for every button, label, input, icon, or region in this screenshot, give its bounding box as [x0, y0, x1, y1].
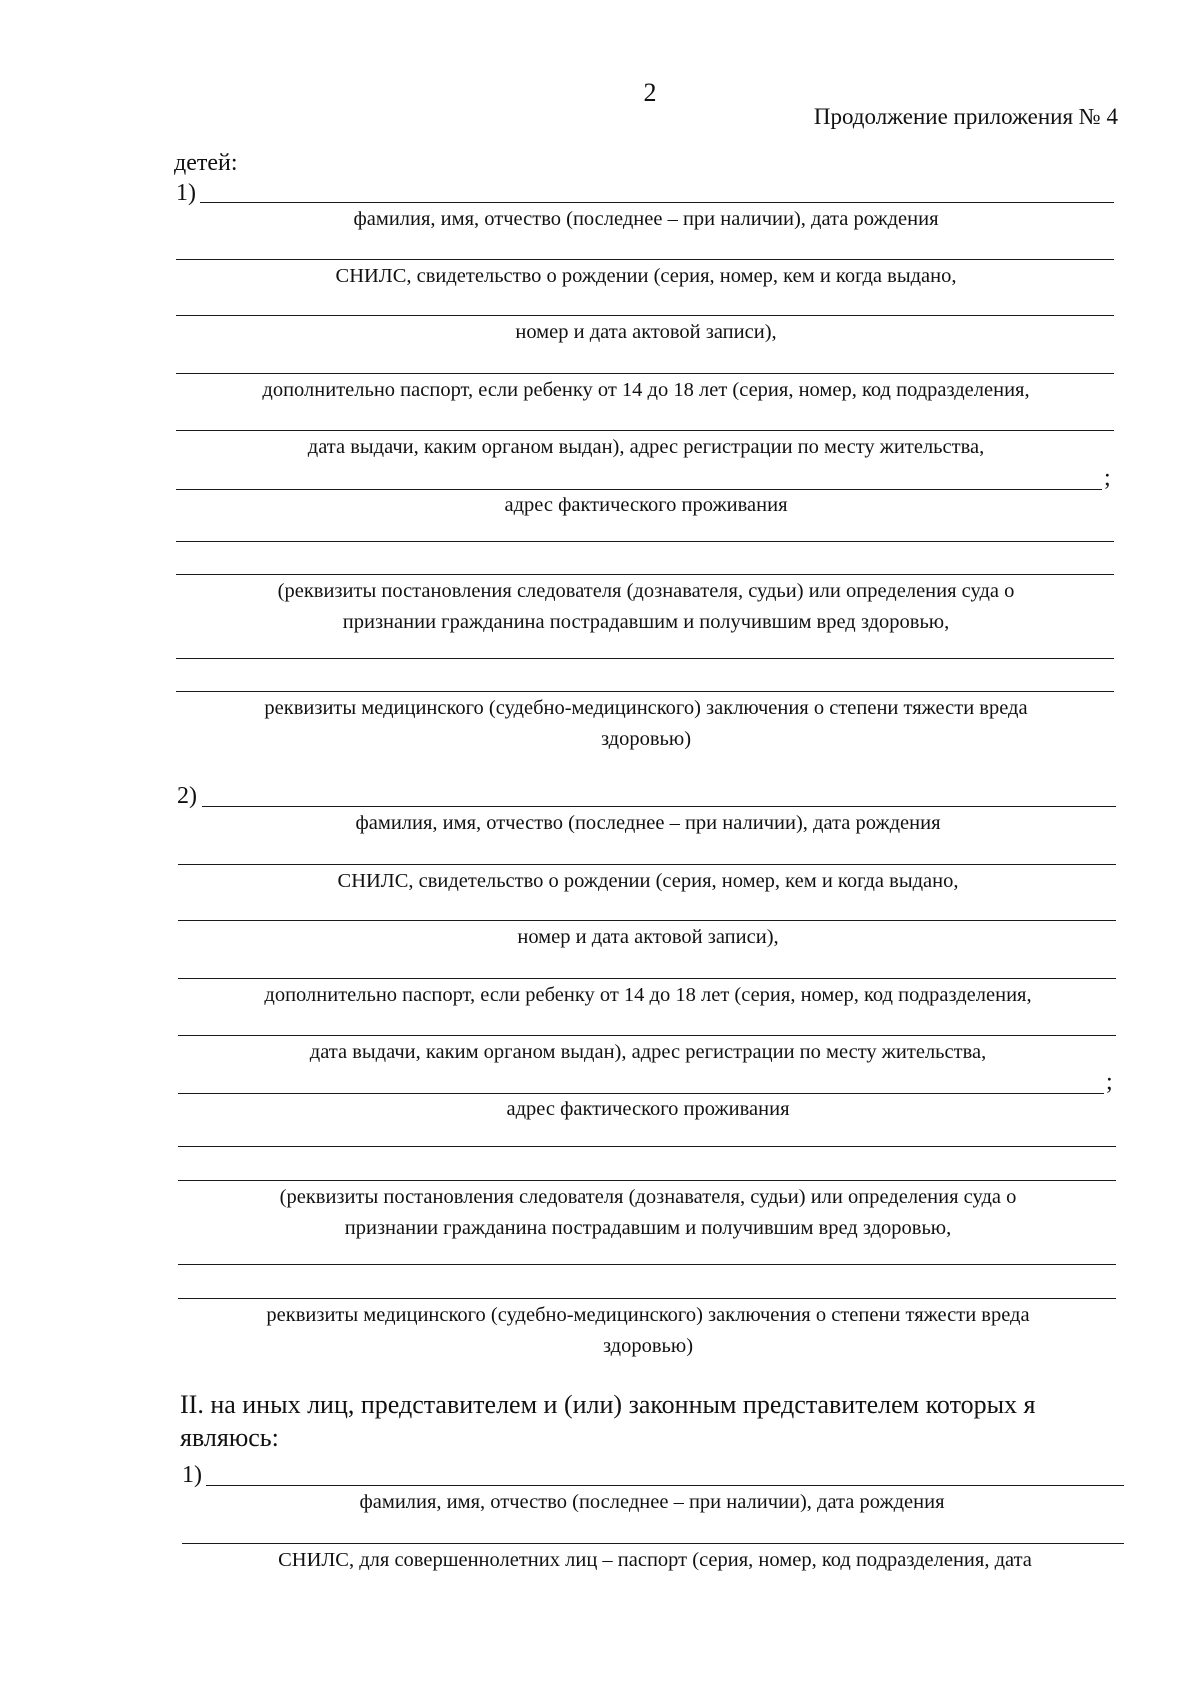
fill-line[interactable]: [178, 920, 1116, 921]
caption-resolution: (реквизиты постановления следователя (дознавателя, судьи) или определения суда о: [277, 580, 1015, 602]
fill-line[interactable]: [176, 315, 1114, 316]
fill-line[interactable]: [176, 259, 1114, 260]
caption-snils: СНИЛС, свидетельство о рождении (серия, номер, кем и когда выдано,: [337, 870, 959, 892]
fill-line[interactable]: [182, 1543, 1124, 1544]
fill-line[interactable]: [176, 574, 1114, 575]
fill-line[interactable]: [178, 1146, 1116, 1147]
caption-record: номер и дата актовой записи),: [515, 321, 777, 343]
caption-full-name: фамилия, имя, отчество (последнее – при наличии), дата рождения: [359, 1491, 945, 1513]
caption-passport: дополнительно паспорт, если ребенку от 14 до 18 лет (серия, номер, код подразделения,: [262, 379, 1030, 401]
section-2-heading-cont: являюсь:: [180, 1423, 279, 1452]
person-number: 1): [182, 1462, 202, 1488]
caption-actual-address: адрес фактического проживания: [504, 494, 788, 516]
caption-resolution: (реквизиты постановления следователя (дознавателя, судьи) или определения суда о: [279, 1186, 1017, 1208]
child-number: 2): [177, 783, 197, 809]
caption-registration: дата выдачи, каким органом выдан), адрес регистрации по месту жительства,: [309, 1041, 987, 1063]
line-end-semicolon: ;: [1104, 465, 1111, 491]
fill-line[interactable]: [202, 806, 1116, 807]
caption-medical: реквизиты медицинского (судебно-медицинского) заключения о степени тяжести вреда: [266, 1304, 1030, 1326]
fill-line[interactable]: [178, 1298, 1116, 1299]
fill-line[interactable]: [176, 658, 1114, 659]
caption-record: номер и дата актовой записи),: [517, 926, 779, 948]
caption-snils-passport: СНИЛС, для совершеннолетних лиц – паспорт (серия, номер, код подразделения, дата: [278, 1549, 1032, 1571]
caption-registration: дата выдачи, каким органом выдан), адрес регистрации по месту жительства,: [307, 436, 985, 458]
fill-line[interactable]: [206, 1485, 1124, 1486]
line-end-semicolon: ;: [1106, 1069, 1113, 1095]
caption-resolution-cont: признании гражданина пострадавшим и получившим вред здоровью,: [344, 1217, 952, 1239]
caption-full-name: фамилия, имя, отчество (последнее – при наличии), дата рождения: [353, 208, 939, 230]
fill-line[interactable]: [176, 430, 1114, 431]
fill-line[interactable]: [178, 1035, 1116, 1036]
fill-line[interactable]: [178, 1264, 1116, 1265]
fill-line[interactable]: [178, 864, 1116, 865]
caption-snils: СНИЛС, свидетельство о рождении (серия, номер, кем и когда выдано,: [335, 265, 957, 287]
fill-line[interactable]: [200, 202, 1114, 203]
fill-line[interactable]: [176, 541, 1114, 542]
appendix-continuation-note: Продолжение приложения № 4: [813, 104, 1118, 129]
caption-medical-cont: здоровью): [602, 1335, 694, 1357]
page-number: 2: [643, 78, 657, 107]
fill-line[interactable]: [176, 691, 1114, 692]
caption-full-name: фамилия, имя, отчество (последнее – при наличии), дата рождения: [355, 812, 941, 834]
caption-actual-address: адрес фактического проживания: [506, 1098, 790, 1120]
caption-passport: дополнительно паспорт, если ребенку от 14 до 18 лет (серия, номер, код подразделения,: [264, 984, 1032, 1006]
child-number: 1): [176, 180, 196, 206]
fill-line[interactable]: [176, 373, 1114, 374]
caption-resolution-cont: признании гражданина пострадавшим и получившим вред здоровью,: [342, 611, 950, 633]
children-label: детей:: [174, 150, 238, 176]
caption-medical-cont: здоровью): [600, 728, 692, 750]
fill-line[interactable]: [178, 1180, 1116, 1181]
caption-medical: реквизиты медицинского (судебно-медицинского) заключения о степени тяжести вреда: [264, 697, 1028, 719]
fill-line[interactable]: [178, 978, 1116, 979]
section-2-heading: II. на иных лиц, представителем и (или) законным представителем которых я: [180, 1390, 1036, 1419]
